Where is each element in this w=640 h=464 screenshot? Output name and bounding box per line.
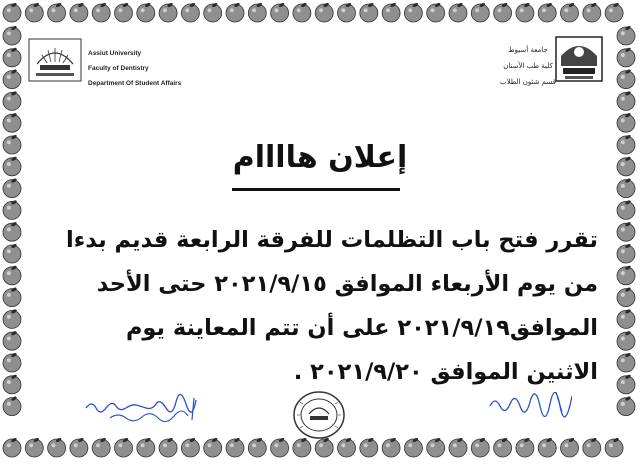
apple-icon bbox=[617, 200, 635, 220]
university-logo-right bbox=[555, 36, 603, 82]
apple-icon bbox=[204, 437, 222, 457]
announcement-body bbox=[38, 218, 598, 394]
apple-icon bbox=[605, 437, 623, 457]
faculty-name-ar: كلية طب الأسنان bbox=[503, 62, 553, 70]
apple-icon bbox=[617, 25, 635, 45]
apple-icon bbox=[3, 309, 21, 329]
department-name-ar: قسم شئون الطلاب bbox=[499, 78, 557, 86]
department-name-en: Department Of Student Affairs bbox=[88, 80, 182, 87]
apple-icon bbox=[159, 2, 177, 22]
apple-icon bbox=[538, 437, 556, 457]
apple-icon bbox=[538, 2, 556, 22]
apple-icon bbox=[3, 396, 21, 416]
apple-icon bbox=[3, 287, 21, 307]
apple-icon bbox=[617, 330, 635, 350]
apple-icon bbox=[159, 437, 177, 457]
apple-icon bbox=[617, 265, 635, 285]
apple-icon bbox=[226, 2, 244, 22]
announcement-title: إعلان هاااام bbox=[232, 140, 408, 175]
apple-icon bbox=[449, 437, 467, 457]
apple-icon bbox=[516, 2, 534, 22]
body-line: الاثنين الموافق ٢٠٢١/٩/٢٠ . bbox=[293, 359, 598, 385]
apple-icon bbox=[617, 396, 635, 416]
apple-icon bbox=[338, 2, 356, 22]
apple-icon bbox=[248, 2, 266, 22]
apple-icon bbox=[48, 437, 66, 457]
university-name-ar: جامعة أسيوط bbox=[508, 46, 548, 54]
apple-icon bbox=[3, 243, 21, 263]
apple-icon bbox=[3, 265, 21, 285]
apple-icon bbox=[382, 437, 400, 457]
apple-icon bbox=[617, 69, 635, 89]
apple-icon bbox=[92, 2, 110, 22]
apple-icon bbox=[449, 2, 467, 22]
apple-icon bbox=[204, 2, 222, 22]
apple-icon bbox=[382, 2, 400, 22]
apple-icon bbox=[617, 91, 635, 111]
faculty-name-en: Faculty of Dentistry bbox=[88, 65, 149, 72]
apple-icon bbox=[404, 2, 422, 22]
apple-icon bbox=[583, 437, 601, 457]
apple-icon bbox=[471, 437, 489, 457]
apple-icon bbox=[137, 437, 155, 457]
body-line: من يوم الأربعاء الموافق ٢٠٢١/٩/١٥ حتى الأحد bbox=[96, 271, 598, 297]
apple-icon bbox=[70, 437, 88, 457]
apple-icon bbox=[338, 437, 356, 457]
apple-icon bbox=[494, 437, 512, 457]
apple-icon bbox=[3, 25, 21, 45]
signature-left bbox=[82, 392, 212, 428]
apple-icon bbox=[248, 437, 266, 457]
apple-icon bbox=[3, 112, 21, 132]
title-underline bbox=[232, 188, 400, 191]
apple-icon bbox=[404, 437, 422, 457]
apple-icon bbox=[3, 221, 21, 241]
apple-icon bbox=[360, 437, 378, 457]
apple-icon bbox=[494, 2, 512, 22]
apple-icon bbox=[3, 352, 21, 372]
apple-icon bbox=[92, 437, 110, 457]
apple-icon bbox=[3, 330, 21, 350]
official-seal bbox=[292, 390, 346, 440]
apple-icon bbox=[3, 200, 21, 220]
apple-icon bbox=[3, 178, 21, 198]
apple-icon bbox=[617, 374, 635, 394]
apple-icon bbox=[3, 437, 21, 457]
apple-icon bbox=[315, 437, 333, 457]
apple-icon bbox=[3, 69, 21, 89]
university-name-en: Assiut University bbox=[88, 50, 142, 57]
apple-icon bbox=[583, 2, 601, 22]
apple-icon bbox=[617, 112, 635, 132]
apple-icon bbox=[605, 2, 623, 22]
body-line: الموافق٢٠٢١/٩/١٩ على أن تتم المعاينة يوم bbox=[125, 315, 598, 341]
apple-icon bbox=[3, 91, 21, 111]
apple-icon bbox=[427, 437, 445, 457]
apple-icon bbox=[181, 2, 199, 22]
apple-icon bbox=[271, 437, 289, 457]
apple-icon bbox=[427, 2, 445, 22]
apple-icon bbox=[617, 243, 635, 263]
apple-icon bbox=[471, 2, 489, 22]
apple-icon bbox=[137, 2, 155, 22]
apple-icon bbox=[293, 2, 311, 22]
apple-icon bbox=[315, 2, 333, 22]
apple-icon bbox=[3, 374, 21, 394]
apple-icon bbox=[516, 437, 534, 457]
apple-icon bbox=[25, 2, 43, 22]
apple-icon bbox=[617, 309, 635, 329]
apple-icon bbox=[115, 437, 133, 457]
apple-icon bbox=[3, 2, 21, 22]
apple-icon bbox=[617, 178, 635, 198]
apple-icon bbox=[561, 2, 579, 22]
signature-right bbox=[486, 388, 572, 418]
apple-icon bbox=[181, 437, 199, 457]
apple-icon bbox=[226, 437, 244, 457]
apple-icon bbox=[617, 287, 635, 307]
apple-icon bbox=[617, 352, 635, 372]
apple-icon bbox=[48, 2, 66, 22]
apple-icon bbox=[271, 2, 289, 22]
apple-icon bbox=[617, 221, 635, 241]
apple-icon bbox=[25, 437, 43, 457]
apple-icon bbox=[70, 2, 88, 22]
university-logo-left bbox=[28, 38, 82, 82]
apple-icon bbox=[360, 2, 378, 22]
body-line: تقرر فتح باب التظلمات للفرقة الرابعة قديم بدءا bbox=[65, 227, 598, 253]
apple-icon bbox=[293, 437, 311, 457]
apple-icon bbox=[3, 47, 21, 67]
apple-icon bbox=[561, 437, 579, 457]
header-english bbox=[88, 46, 181, 91]
apple-icon bbox=[115, 2, 133, 22]
apple-icon bbox=[617, 47, 635, 67]
